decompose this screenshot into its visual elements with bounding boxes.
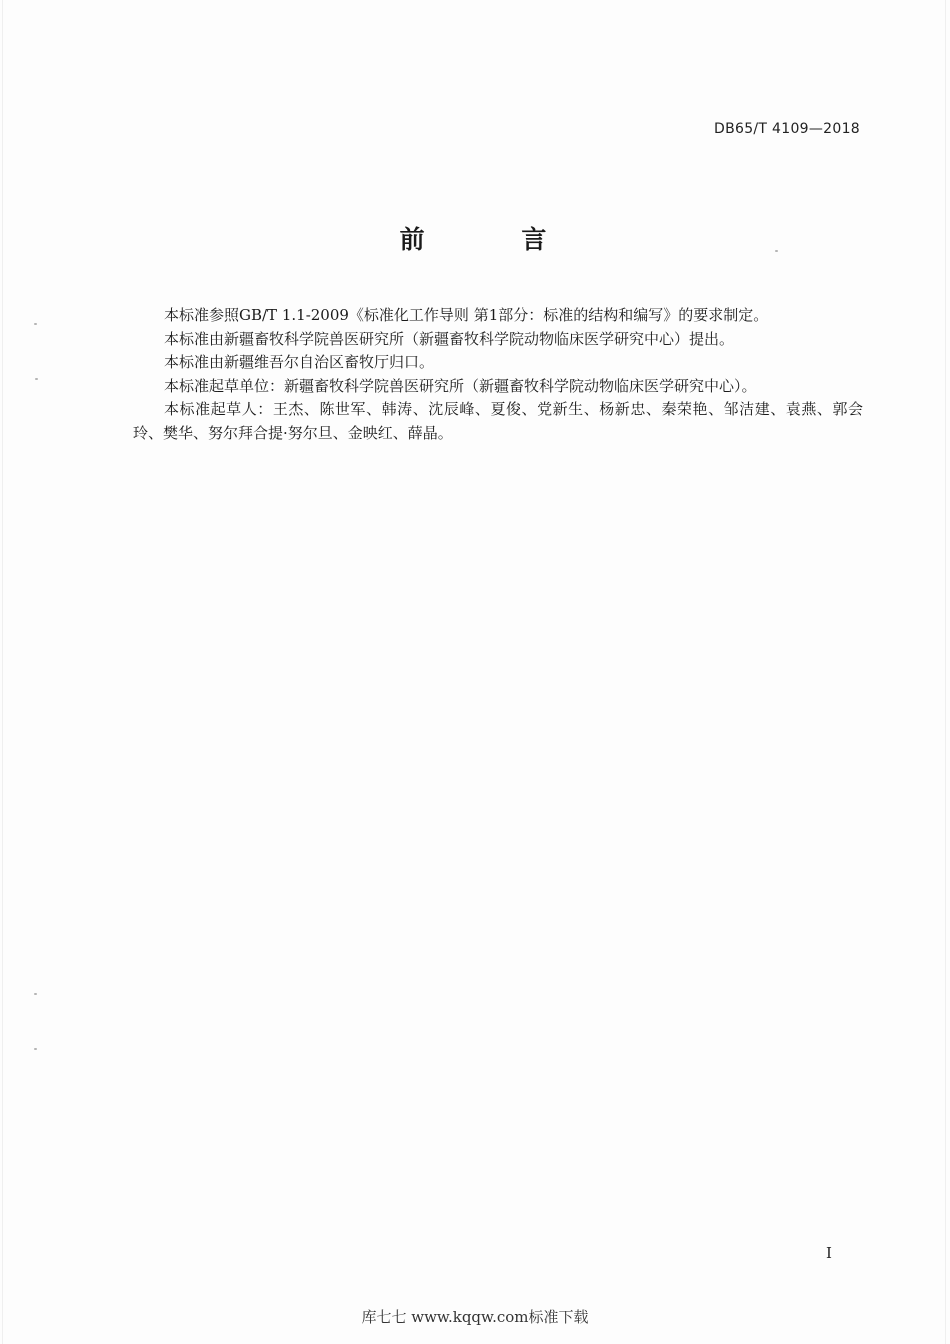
scan-edge-line — [2, 0, 3, 1344]
footer-watermark: 库七七 www.kqqw.com标准下载 — [361, 1308, 589, 1326]
scan-speck — [34, 323, 37, 325]
standard-code: DB65/T 4109—2018 — [714, 121, 860, 137]
foreword-paragraph: 本标准由新疆维吾尔自治区畜牧厅归口。 — [164, 353, 435, 371]
scan-speck — [34, 1048, 37, 1050]
foreword-paragraph: 本标准起草单位：新疆畜牧科学院兽医研究所（新疆畜牧科学院动物临床医学研究中心）。 — [164, 376, 757, 395]
scan-speck — [35, 378, 38, 380]
scan-edge-line — [945, 0, 946, 1344]
foreword-paragraph: 本标准参照GB/T 1.1-2009《标准化工作导则 第1部分：标准的结构和编写》的要求制定。 — [164, 306, 769, 324]
foreword-body — [133, 304, 863, 445]
foreword-paragraph: 本标准起草人：王杰、陈世军、韩涛、沈辰峰、夏俊、党新生、杨新忠、秦荣艳、邹洁建、袁燕、郭会玲、樊华、努尔拜合提·努尔旦、金映红、薛晶。 — [133, 400, 863, 442]
scan-speck — [34, 993, 37, 995]
foreword-paragraph: 本标准由新疆畜牧科学院兽医研究所（新疆畜牧科学院动物临床医学研究中心）提出。 — [164, 329, 735, 348]
page-number: I — [826, 1244, 832, 1262]
page-title: 前 言 — [399, 225, 591, 254]
